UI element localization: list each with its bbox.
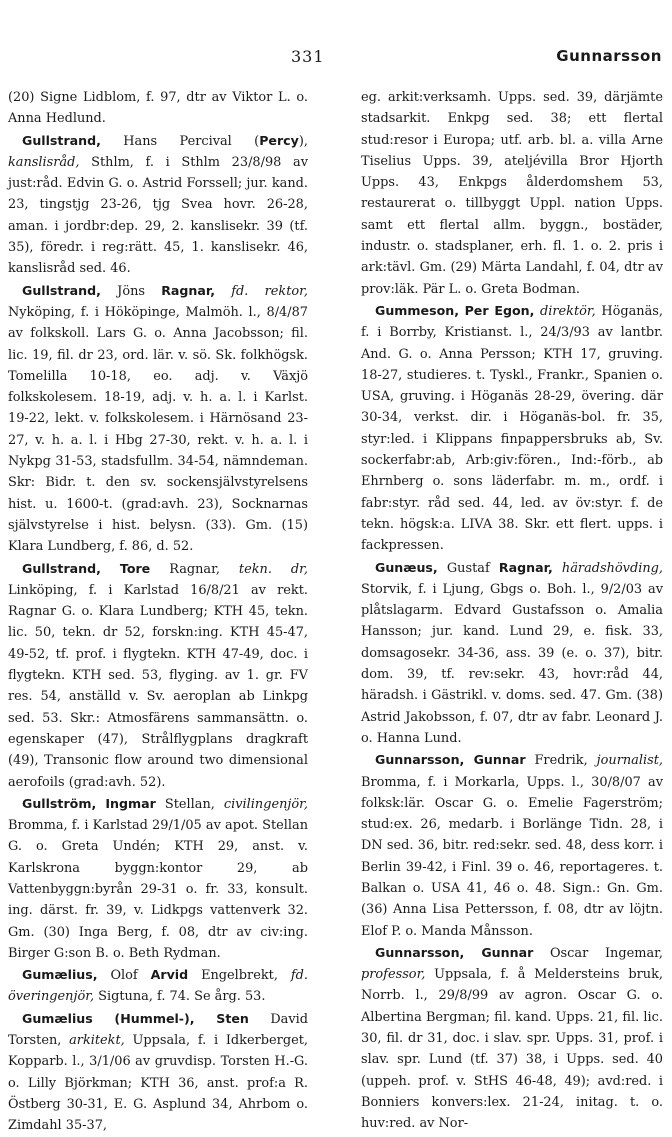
- biography-entry: [8, 280, 308, 558]
- biography-entry: [8, 793, 308, 964]
- entry-given-names: Gustaf: [437, 560, 499, 576]
- entry-surname: Gunnarsson, Gunnar: [375, 944, 534, 960]
- entry-surname: Gullstrand,: [22, 132, 101, 148]
- entry-surname: Gullström,: [22, 795, 97, 811]
- entry-text: Sthlm, f. i Sthlm 23/8/98 av just:råd. Edvin G. o. Astrid Forssell; jur. kand. 23, tingstjg 23-26, tjg Svea hovr. 26-28, aman. i jordbr:dep. 29, 2. kanslisekr. 39 (tf. 35), föredr. i reg:rätt. 45, 1. kanslisekr. 46, kanslisråd sed. 46.: [8, 154, 308, 277]
- entry-text: Bromma, f. i Morkarla, Upps. l., 30/8/07 av folksk:lär. Oscar G. o. Emelie Fagerström; stud:ex. 26, medarb. i Borlänge Tidn. 28, i DN sed. 36, bitr. red:sekr. sed. 48, dess korr. i Berlin 39-42, i Finl. 39 o. 46, reportageres. t. Balkan o. USA 41, 46 o. 48. Sign.: Gn. Gm. (36) Anna Lisa Pettersson, f. 08, dtr av löjtn. Elof P. o. Manda Månsson.: [361, 774, 663, 939]
- entry-occupation: tekn. dr,: [238, 561, 308, 577]
- entry-occupation: civilingenjör,: [223, 796, 308, 812]
- entry-given-names-2: Ragnar,: [150, 561, 239, 577]
- entry-surname: Gunæus,: [375, 559, 438, 575]
- entry-given-names: [101, 562, 120, 577]
- entry-call-name: Ragnar,: [161, 282, 216, 298]
- entry-given-names-2: [215, 284, 231, 299]
- entry-text: Bromma, f. i Karlstad 29/1/05 av apot. Stellan G. o. Greta Undén; KTH 29, anst. v. Karlskrona byggn:kontor 29, ab Vattenbyggn:byrån 29-31 o. fr. 33, konsult. ing. därst. fr. 39, v. Lidkpgs vattenverk 32. Gm. (30) Inga Berg, f. 08, dtr av civ:ing. Birger G:son B. o. Beth Rydman.: [8, 818, 308, 961]
- entry-given-names: [96, 797, 105, 812]
- right-column: [361, 87, 663, 1135]
- entry-text: Höganäs, f. i Borrby, Kristianst. l., 24/3/93 av lantbr. And. G. o. Anna Persson; KTH 17, gruving. 18-27, studieres. t. Tyskl., Frankr., Spanien o. USA, gruving. i Höganäs 28-29, övering. där 30-34, verkst. dir. i Höganäs-bol. fr. 35, styr:led. i Klippans finpappersbruks ab, Sv. sockerfabr:ab, Arb:giv:fören., Ind:-förb., ab Ehrnberg o. sons läderfabr. m. m., ordf. i fabr:styr. råd sed. 44, led. av öv:styr. f. de tekn. högsk:a. LIVA 38. Skr. ett flert. upps. i fackpressen.: [361, 303, 663, 554]
- biography-entry: [361, 749, 663, 942]
- entry-occupation: arkitekt,: [69, 1033, 125, 1049]
- entry-occupation: professor,: [361, 967, 426, 983]
- entry-text: eg. arkit:verksamh. Upps. sed. 39, därjämte stadsarkit. Enkpg sed. 38; ett flertal stud:resor i Europa; utf. arb. bl. a. villa Arne Tiselius Upps. 39, ateljévilla Bror Hjorth Upps. 43, Enkpgs ålderdomshem 53, restaurerat o. tillbyggt Uppl. nation Upps. samt ett flertal allm. byggn., bostäder, industr. o. stadsplaner, erh. fl. 1. o. 2. pris i ark:tävl. Gm. (29) Märta Landahl, f. 04, dtr av prov:läk. Pär L. o. Greta Bodman.: [361, 90, 663, 297]
- entry-occupation: fd. överingenjör,: [8, 968, 309, 1005]
- entry-text: Uppsala, f. å Meldersteins bruk, Norrb. l., 29/8/99 av agron. Oscar G. o. Albertina Bergman; fil. kand. Upps. 21, fil. lic. 30, fil. dr 31, doc. i slav. spr. Upps. 31, prof. i slav. spr. Lund (tf. 37) 38, i Upps. sed. 40 (uppeh. prof. v. StHS 46-48, 49); avd:red. i Bonniers konvers:lex. 21-24, initag. t. o. huv:red. av Nor-: [361, 967, 663, 1132]
- biography-entry: [361, 942, 663, 1135]
- entry-given-names-2: Oscar Ingemar,: [533, 945, 663, 961]
- entry-call-name: Ragnar,: [498, 559, 553, 575]
- biography-entry: [361, 557, 663, 750]
- entry-given-names: Olof: [97, 968, 151, 984]
- biography-entry: [8, 130, 308, 280]
- entry-given-names: Hans Percival (: [100, 133, 260, 149]
- entry-surname: Gummeson,: [375, 302, 459, 318]
- entry-call-name: Arvid: [150, 967, 189, 983]
- entry-text: Uppsala, f. i Idkerberget, Kopparb. l., 3/1/06 av gruvdisp. Torsten H.-G. o. Lilly Björkman; KTH 36, anst. prof:a R. Östberg 30-31, E. G. Asplund 34, Ahrbom o. Zimdahl 35-37,: [8, 1033, 308, 1134]
- entry-surname: Gullstrand,: [22, 282, 101, 298]
- biography-entry: [361, 300, 663, 557]
- entry-surname: Gumælius (Hummel-), Sten: [22, 1010, 249, 1026]
- entry-surname: Gunnarsson, Gunnar: [375, 752, 526, 768]
- entry-given-names-2: David Torsten,: [8, 1011, 308, 1049]
- entry-call-name: Per Egon,: [464, 302, 535, 318]
- entry-text: (20) Signe Lidblom, f. 97, dtr av Viktor L. o. Anna Hedlund.: [8, 90, 308, 127]
- entry-given-names: Jöns: [100, 283, 162, 299]
- entry-call-name: Percy: [259, 132, 299, 148]
- entry-call-name: Ingmar: [105, 795, 156, 811]
- biography-entry: [8, 558, 308, 793]
- biography-entry: [361, 87, 663, 300]
- entry-occupation: direktör,: [540, 303, 596, 319]
- running-head: Gunnarsson: [556, 47, 662, 65]
- biography-entry: [8, 964, 308, 1008]
- entry-given-names-2: ),: [298, 133, 308, 149]
- entry-surname: Gumælius,: [22, 967, 98, 983]
- entry-text: Nyköping, f. i Hököpinge, Malmöh. l., 8/4/87 av folkskoll. Lars G. o. Anna Jacobsson; fil. lic. 19, fil. dr 23, ord. lär. v. sö. Sk. folkhögsk. Tomelilla 10-18, eo. adj. v. Växjö folkskolesem. 18-19, adj. v. h. a. l. i Karlst. 19-22, lekt. v. folkskolesem. i Härnösand 23-27, v. h. a. l. i Hbg 27-30, rekt. v. h. a. l. i Nykpg 31-53, stadsfullm. 34-54, nämndeman. Skr: Bidr. t. den sv. sockensjälvstyrelsens hist. u. 1600-t. (grad:avh. 23), Socknarnas självstyrelse i hist. belysn. (33). Gm. (15) Klara Lundberg, f. 86, d. 52.: [8, 304, 308, 555]
- entry-occupation: journalist,: [596, 753, 663, 769]
- entry-occupation: kanslisråd,: [8, 154, 80, 170]
- entry-text: Linköping, f. i Karlstad 16/8/21 av rekt. Ragnar G. o. Klara Lundberg; KTH 45, tekn. lic. 50, tekn. dr 52, forskn:ing. KTH 45-47, 49-52, tf. prof. i flygtekn. KTH 47-49, doc. i flygtekn. KTH sed. 53, flyging. av 1. gr. FV res. 54, anställd v. Sv. aeroplan ab Linkpg sed. 53. Skr.: Atmosfärens sammansättn. o. egenskaper (47), Strålflygplans dragkraft (49), Transonic flow around two dimensional aerofoils (grad:avh. 52).: [8, 582, 308, 790]
- biography-entry: [8, 1008, 308, 1137]
- entry-occupation: häradshövding,: [561, 560, 663, 576]
- biography-entry: [8, 87, 308, 130]
- entry-call-name: Tore: [119, 560, 151, 576]
- entry-text: Storvik, f. i Ljung, Gbgs o. Boh. l., 9/2/03 av plåtslagarm. Edvard Gustafsson o. Amalia Hansson; jur. kand. Lund 29, e. fisk. 33, domsagosekr. 34-36, ass. 39 (e. o. 37), bitr. dom. 39, tf. rev:sekr. 43, hovr:råd 44, häradsh. i Gästrikl. v. doms. sed. 47. Gm. (38) Astrid Jakobsson, f. 07, dtr av fabr. Leonard J. o. Hanna Lund.: [361, 581, 663, 746]
- entry-occupation: fd. rektor,: [231, 283, 308, 299]
- entry-given-names-2: Stellan,: [155, 796, 224, 812]
- page-header: [0, 45, 672, 75]
- page-number: 331: [291, 47, 325, 66]
- entry-surname: Gullstrand,: [22, 560, 101, 576]
- entry-given-names-2: Engelbrekt,: [188, 968, 291, 984]
- entry-given-names-2: [553, 561, 562, 576]
- left-column: [8, 87, 308, 1137]
- entry-given-names-2: Fredrik,: [525, 753, 597, 769]
- entry-text: Sigtuna, f. 74. Se årg. 53.: [94, 989, 266, 1005]
